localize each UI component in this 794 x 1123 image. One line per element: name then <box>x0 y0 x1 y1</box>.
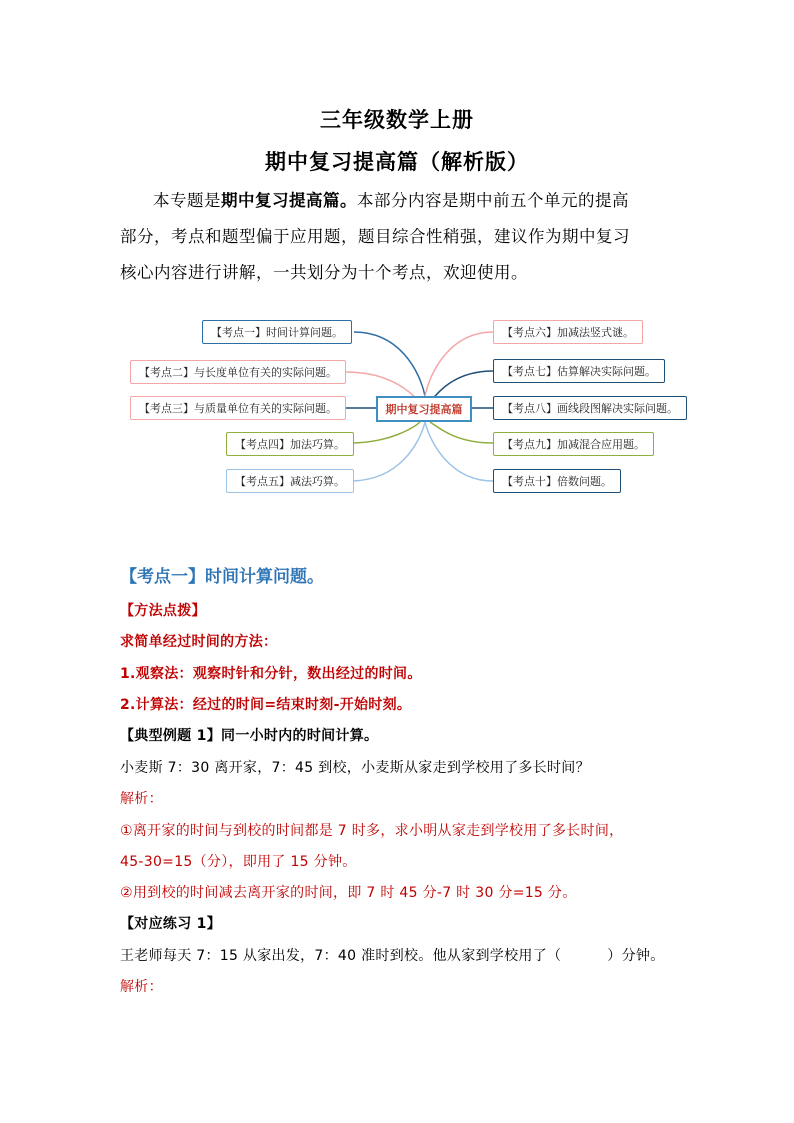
practice-question-end: ）分钟。 <box>607 948 665 964</box>
practice-question <box>120 945 665 965</box>
analysis-label: 解析： <box>120 791 163 807</box>
example-header <box>120 725 378 745</box>
example-label: 【典型例题 1】 <box>120 728 222 744</box>
analysis-step-1-cont: 45-30=15（分），即用了 15 分钟。 <box>120 854 357 870</box>
method-intro: 求简单经过时间的方法： <box>120 634 278 650</box>
example-question: 小麦斯 7：30 离开家，7：45 到校，小麦斯从家走到学校用了多长时间？ <box>120 760 590 776</box>
analysis-step-2: ②用到校的时间减去离开家的时间，即 7 时 45 分-7 时 30 分=15 分。 <box>120 885 577 901</box>
page-subtitle: 期中复习提高篇（解析版） <box>265 150 529 174</box>
mindmap-center: 期中复习提高篇 <box>376 396 472 422</box>
example-topic: 同一小时内的时间计算。 <box>221 728 379 744</box>
mindmap-node-5: 【考点五】减法巧算。 <box>226 469 354 493</box>
method-header: 【方法点拨】 <box>120 603 206 619</box>
method-2: 2.计算法：经过的时间=结束时刻-开始时刻。 <box>120 697 412 713</box>
intro-line-3: 核心内容进行讲解，一共划分为十个考点，欢迎使用。 <box>120 263 528 282</box>
intro-paragraph <box>120 183 680 291</box>
intro-text: 本专题是 <box>153 191 221 210</box>
mindmap-node-2: 【考点二】与长度单位有关的实际问题。 <box>130 360 346 384</box>
mindmap-node-4: 【考点四】加法巧算。 <box>226 432 354 456</box>
section-title: 【考点一】时间计算问题。 <box>120 567 324 587</box>
intro-line-2: 部分，考点和题型偏于应用题，题目综合性稍强，建议作为期中复习 <box>120 227 630 246</box>
mindmap-node-8: 【考点八】画线段图解决实际问题。 <box>493 396 687 420</box>
analysis-step-1: ①离开家的时间与到校的时间都是 7 时多，求小明从家走到学校用了多长时间， <box>120 823 624 839</box>
intro-bold-text: 期中复习提高篇。 <box>221 191 357 210</box>
intro-line-1 <box>120 183 680 219</box>
mindmap-node-1: 【考点一】时间计算问题。 <box>202 320 352 344</box>
mindmap-node-9: 【考点九】加减混合应用题。 <box>493 432 654 456</box>
practice-analysis-label: 解析： <box>120 979 163 995</box>
mind-map <box>120 312 700 512</box>
mindmap-node-3: 【考点三】与质量单位有关的实际问题。 <box>130 396 346 420</box>
mindmap-node-6: 【考点六】加减法竖式谜。 <box>493 320 643 344</box>
mindmap-node-7: 【考点七】估算解决实际问题。 <box>493 359 665 383</box>
practice-question-text: 王老师每天 7：15 从家出发，7：40 准时到校。他从家到学校用了（ <box>120 948 562 964</box>
practice-header: 【对应练习 1】 <box>120 916 222 932</box>
mindmap-node-10: 【考点十】倍数问题。 <box>493 469 621 493</box>
method-1: 1.观察法：观察时针和分针，数出经过的时间。 <box>120 666 422 682</box>
page-title: 三年级数学上册 <box>320 108 474 132</box>
intro-text: 本部分内容是期中前五个单元的提高 <box>357 191 629 210</box>
